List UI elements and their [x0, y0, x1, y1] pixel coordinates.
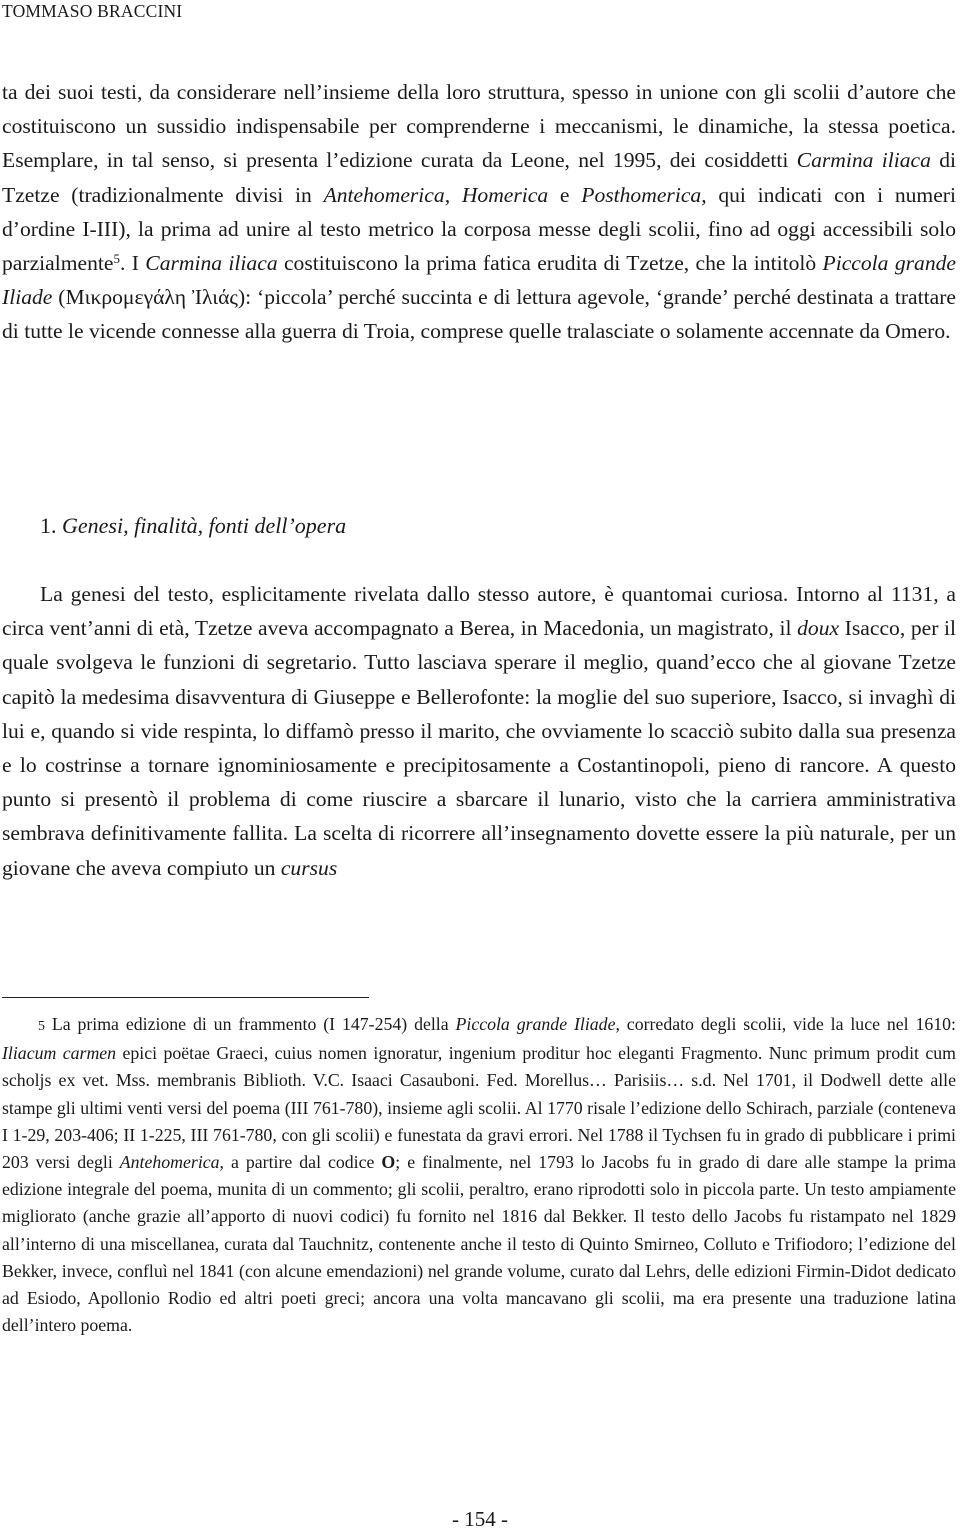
- page-number: - 154 -: [452, 1507, 508, 1531]
- footnote-divider: [2, 997, 369, 998]
- running-head: TOMMASO BRACCINI: [2, 1, 183, 21]
- footnote-5: 5 La prima edizione di un frammento (I 147-254) della Piccola grande Iliade, corredato degli scolii, vide la luce nel 1610: Iliacum carmen epici poëtae Graeci, cuius nomen ignoratur, ingenium proditur hoc eleganti Fragmento. Nunc primum prodit cum scholjs ex vet. Mss. membranis Biblioth. V.C. Isaaci Casauboni. Fed. Morellus… Parisiis… s.d. Nel 1701, il Dodwell dette alle stampe gli ultimi venti versi del poema (III 761-780), insieme agli scolii. Al 1770 risale l’edizione dello Schirach, parziale (conteneva I 1-29, 203-406; II 1-225, III 761-780, con gli scolii) e funestata da gravi errori. Nel 1788 il Tychsen fu in grado di pubblicare i primi 203 versi degli Antehomerica, a partire dal codice O; e finalmente, nel 1793 lo Jacobs fu in grado di dare alle stampe la prima edizione integrale del poema, munita di un commento; gli scolii, peraltro, erano riprodotti solo in piccola parte. Un testo ampiamente migliorato (anche grazie all’apporto di nuovi codici) fu fornito nel 1816 dal Bekker. Il testo dello Jacobs fu ristampato nel 1829 all’interno di una miscellanea, curata dal Tauchnitz, contenente anche il testo di Quinto Smirneo, Colluto e Trifiodoro; l’edizione del Bekker, invece, confluì nel 1841 (con alcune emendazioni) nel grande volume, curato dal Lehrs, delle edizioni Firmin-Didot dedicato ad Esiodo, Apollonio Rodio ed altri poeti greci; ancora una volta mancavano gli scolii, ma era presente una traduzione latina dell’intero poema.: [2, 1014, 956, 1336]
- section-title: Genesi, finalità, fonti dell’opera: [62, 513, 347, 538]
- footnote-reference[interactable]: 5: [113, 250, 120, 266]
- body-paragraph-1: ta dei suoi testi, da considerare nell’insieme della loro struttura, spesso in unione con gli scolii d’autore che costituiscono un sussidio indispensabile per comprenderne i meccanismi, le dinamiche, la stessa poetica. Esemplare, in tal senso, si presenta l’edizione curata da Leone, nel 1995, dei cosiddetti Carmina iliaca di Tzetze (tradizionalmente divisi in Antehomerica, Homerica e Posthomerica, qui indicati con i numeri d’ordine I-III), la prima ad unire al testo metrico la corposa messe degli scolii, fino ad oggi accessibili solo parzialmente$^5$. I Carmina iliaca costituiscono la prima fatica erudita di Tzetze, che la intitolò Piccola grande Iliade (Μικρομεγάλη Ἰλιάς): ‘piccola’ perché succinta e di lettura agevole, ‘grande’ perché destinata a trattare di tutte le vicende connesse alla guerra di Troia, comprese quelle tralasciate o solamente accennate da Omero.: [2, 80, 957, 344]
- section-number: 1.: [40, 513, 57, 538]
- footnote-mark: 5: [38, 1019, 45, 1034]
- section-heading: [40, 509, 346, 543]
- body-paragraph-2: La genesi del testo, esplicitamente rivelata dallo stesso autore, è quantomai curiosa. Intorno al 1131, a circa vent’anni di età, Tzetze aveva accompagnato a Berea, in Macedonia, un magistrato, il doux Isacco, per il quale svolgeva le funzioni di segretario. Tutto lasciava sperare il meglio, quand’ecco che al giovane Tzetze capitò la medesima disavventura di Giuseppe e Bellerofonte: la moglie del suo superiore, Isacco, si invaghì di lui e, quando si vide respinta, lo diffamò presso il marito, che ovviamente lo scacciò subito dalla sua presenza e lo costrinse a tornare ignominiosamente e precipitosamente a Costantinopoli, pieno di rancore. A questo punto si presentò il problema di come riuscire a sbarcare il lunario, visto che la carriera amministrativa sembrava definitivamente fallita. La scelta di ricorrere all’insegnamento dovette essere la più naturale, per un giovane che aveva compiuto un cursus: [2, 582, 957, 880]
